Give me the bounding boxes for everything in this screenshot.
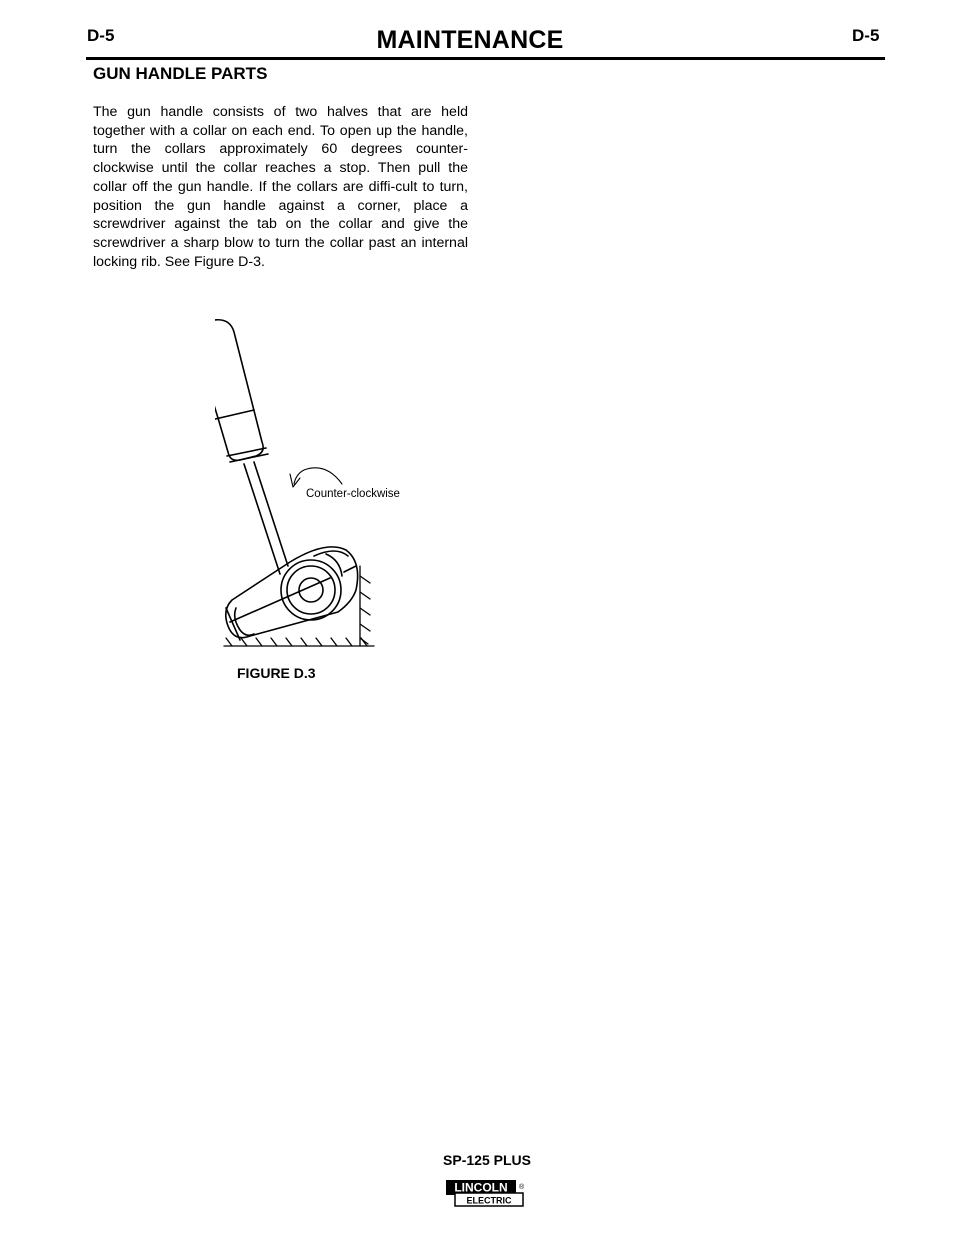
logo-top-text: LINCOLN (454, 1180, 508, 1195)
header-rule (86, 57, 885, 60)
page-title: MAINTENANCE (376, 26, 564, 54)
lincoln-electric-logo (445, 1179, 527, 1209)
logo-bottom-text: ELECTRIC (466, 1195, 512, 1206)
figure-caption: FIGURE D.3 (237, 665, 316, 681)
collar-rings (281, 560, 341, 620)
gun-handle-illustration (215, 312, 385, 657)
wall-hatch (360, 566, 370, 646)
figure-annotation: Counter-clockwise (306, 488, 400, 500)
logo-registered-mark: ® (519, 1184, 525, 1191)
section-heading: GUN HANDLE PARTS (93, 64, 268, 83)
counter-clockwise-arrow-icon (290, 468, 342, 487)
gun-handle-body (226, 547, 358, 640)
floor-hatch (224, 638, 374, 646)
screwdriver (215, 320, 288, 574)
section-body: The gun handle consists of two halves that are held together with a collar on each end. To open up the handle, turn the collars approximately 60 degrees counter-clockwise until the collar reaches a stop. Then pull the collar off the gun handle. If the collars are diffi-cult to turn, position the gun handle against a corner, place a screwdriver against the tab on the collar and give the screwdriver a sharp blow to turn the collar past an internal locking rib. See Figure D-3. (93, 104, 468, 270)
footer-model: SP-125 PLUS (443, 1152, 531, 1168)
page-number-left: D-5 (87, 26, 115, 45)
page-number-right: D-5 (852, 26, 880, 45)
